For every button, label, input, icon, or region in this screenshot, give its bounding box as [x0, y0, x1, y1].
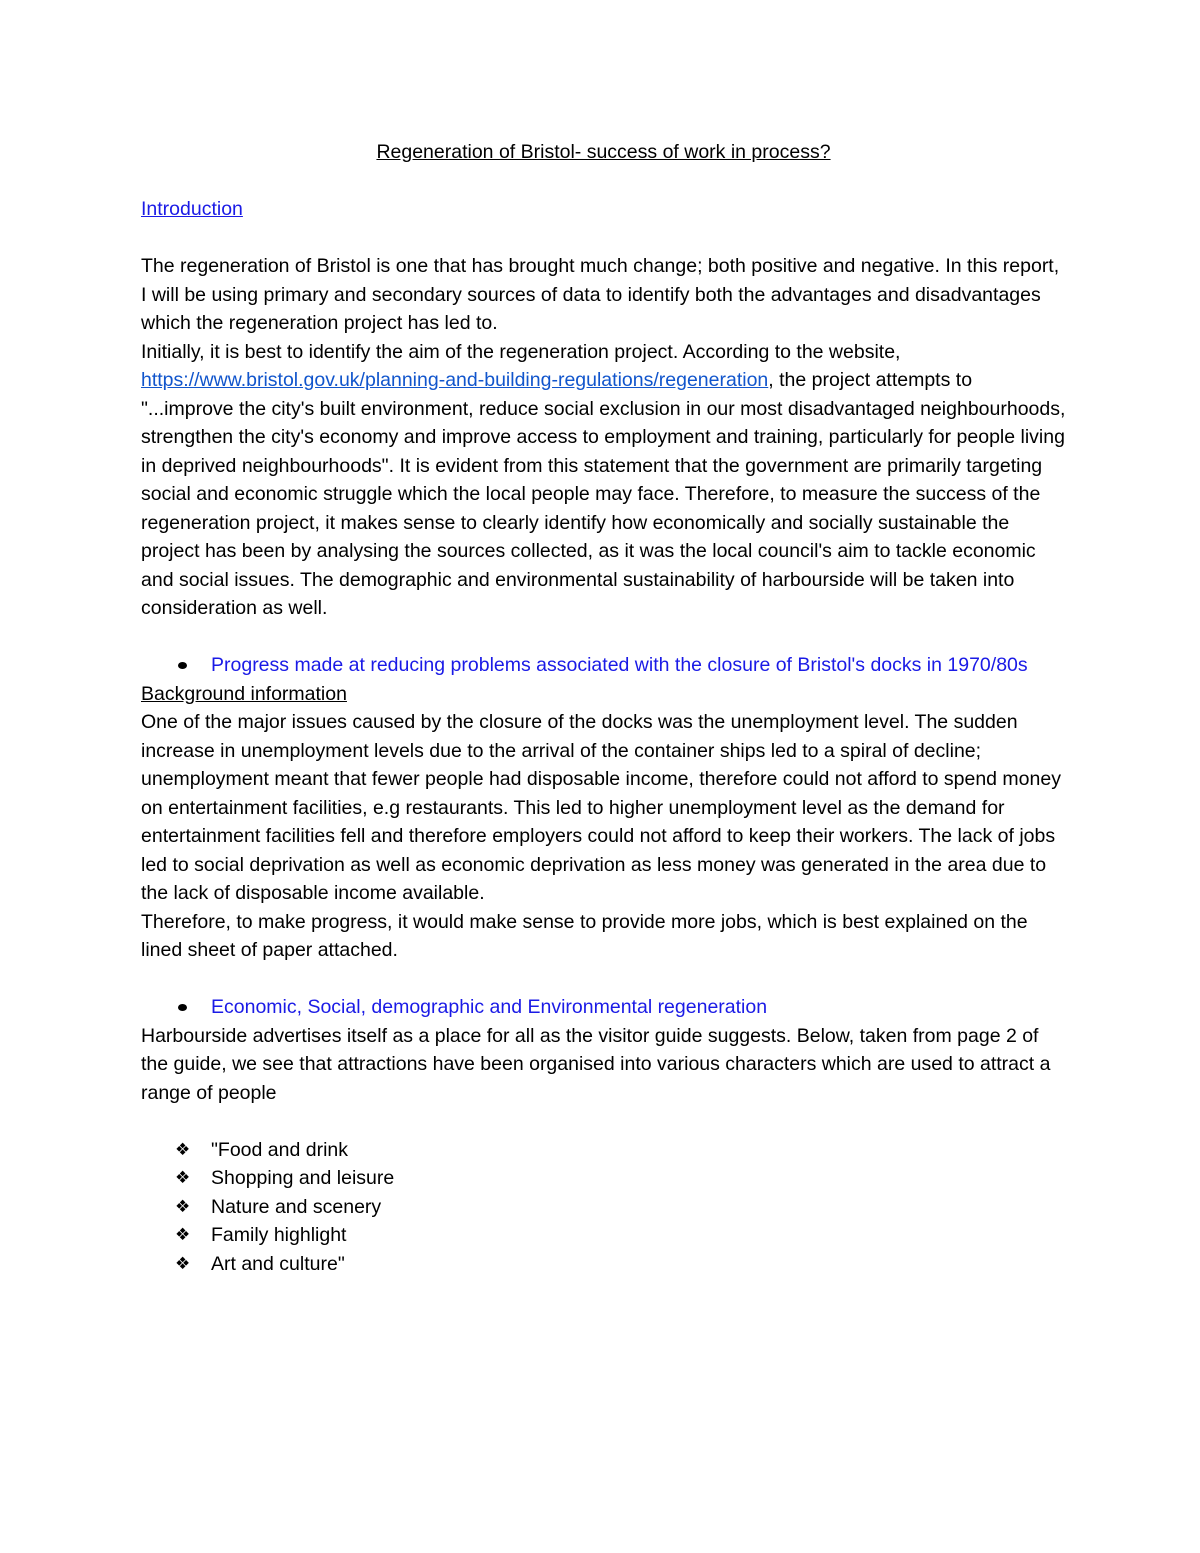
list-item-text: Shopping and leisure	[211, 1167, 395, 1189]
introduction-heading: Introduction	[141, 198, 243, 220]
intro-paragraph-2	[141, 338, 1066, 623]
section-1-heading	[141, 651, 1066, 680]
background-paragraph-1: One of the major issues caused by the closure of the docks was the unemployment level. The sudden increase in unemployment levels due to the arrival of the container ships led to a spiral of decline; unemployment meant that fewer people had disposable income, therefore could not afford to spend money on entertainment facilities, e.g restaurants. This led to higher unemployment level as the demand for entertainment facilities fell and therefore employers could not afford to keep their workers. The lack of jobs led to social deprivation as well as economic deprivation as less money was generated in the area due to the lack of disposable income available.	[141, 711, 1061, 904]
list-item-text: Family highlight	[211, 1224, 347, 1246]
section-1-heading-text: Progress made at reducing problems associated with the closure of Bristol's docks in 1970/80s	[211, 654, 1028, 676]
intro-paragraph-2-end: , the project attempts to "...improve the city's built environment, reduce social exclusion in our most disadvantaged neighbourhoods, strengthen the city's economy and improve access to employment and training, particularly for people living in deprived neighbourhoods". It is evident from this statement that the government are primarily targeting social and economic struggle which the local people may face. Therefore, to measure the success of the regeneration project, it makes sense to clearly identify how economically and socially sustainable the project has been by analysing the sources collected, as it was the local council's aim to tackle economic and social issues. The demographic and environmental sustainability of harbourside will be taken into consideration as well.	[141, 369, 1066, 619]
section-2-heading-text: Economic, Social, demographic and Environmental regeneration	[211, 996, 768, 1018]
list-item	[141, 1250, 1066, 1279]
bristol-regeneration-link[interactable]: https://www.bristol.gov.uk/planning-and-building-regulations/regeneration	[141, 369, 769, 391]
list-item	[141, 1193, 1066, 1222]
list-item	[141, 1136, 1066, 1165]
diamond-bullet-icon: ❖	[175, 1196, 191, 1217]
background-paragraph-2: Therefore, to make progress, it would make sense to provide more jobs, which is best explained on the lined sheet of paper attached.	[141, 910, 1028, 961]
harbourside-paragraph: Harbourside advertises itself as a place for all as the visitor guide suggests. Below, taken from page 2 of the guide, we see that attractions have been organised into various characters which are used to attract a range of people	[141, 1024, 1051, 1104]
list-item-text: Nature and scenery	[211, 1195, 382, 1218]
list-item	[141, 1164, 1066, 1193]
document-page	[141, 138, 1066, 1278]
round-bullet-icon	[178, 1004, 187, 1011]
intro-paragraph-1: The regeneration of Bristol is one that has brought much change; both positive and negative. In this report, I will be using primary and secondary sources of data to identify both the advantages and disadvantages which the regeneration project has led to.	[141, 255, 1060, 334]
round-bullet-icon	[178, 662, 187, 669]
document-title: Regeneration of Bristol- success of work in process?	[376, 141, 831, 163]
background-information-heading: Background information	[141, 682, 347, 705]
spacer	[141, 1107, 1066, 1136]
section-2-heading	[141, 993, 1066, 1022]
spacer	[141, 965, 1066, 994]
list-item-text: "Food and drink	[211, 1138, 349, 1161]
list-item-text: Art and culture"	[211, 1252, 345, 1275]
diamond-bullet-icon: ❖	[175, 1168, 191, 1188]
diamond-bullet-icon: ❖	[175, 1225, 191, 1245]
attractions-list	[141, 1136, 1066, 1279]
list-item	[141, 1221, 1066, 1250]
spacer	[141, 623, 1066, 652]
diamond-bullet-icon: ❖	[175, 1253, 191, 1274]
diamond-bullet-icon: ❖	[175, 1139, 191, 1160]
intro-paragraph-2-start: Initially, it is best to identify the aim of the regeneration project. According to the website,	[141, 340, 901, 363]
